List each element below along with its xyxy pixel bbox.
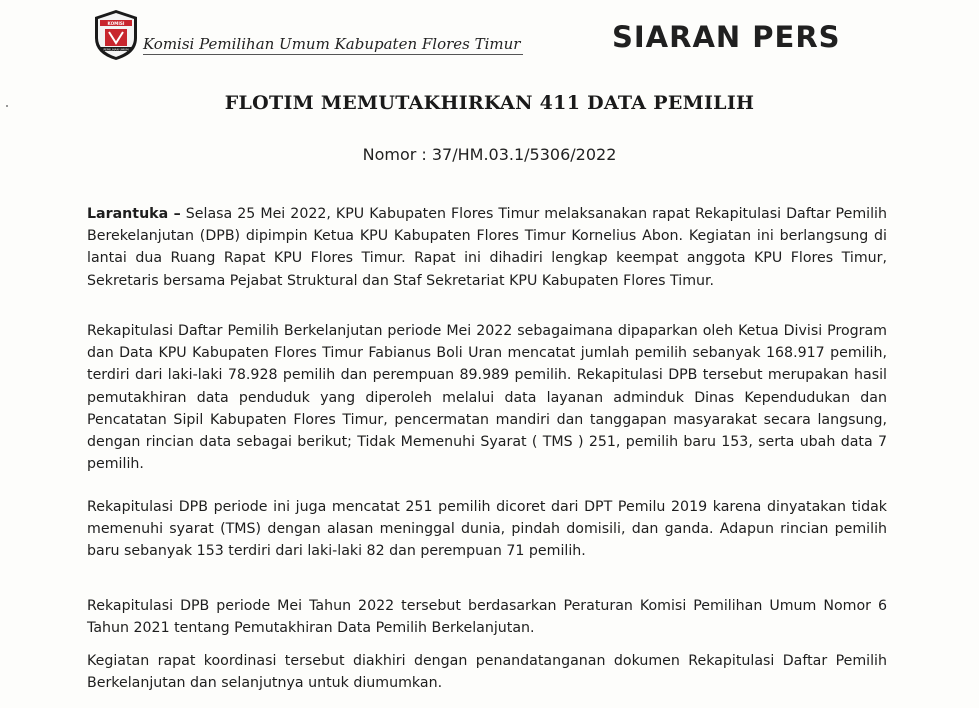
press-release-label: SIARAN PERS — [612, 20, 841, 54]
logo-text-top: KOMISI — [107, 21, 125, 26]
organization-name: Komisi Pemilihan Umum Kabupaten Flores Timur — [143, 35, 521, 53]
logo-text-bottom: PEMILIHAN UMUM — [103, 47, 129, 52]
paragraph-2: Rekapitulasi Daftar Pemilih Berkelanjutan periode Mei 2022 sebagaimana dipaparkan oleh Ketua Divisi Program dan Data KPU Kabupaten Flores Timur Fabianus Boli Uran mencatat jumlah pemilih sebanyak 168.917 pemilih, terdiri dari laki-laki 78.928 pemilih dan perempuan 89.989 pemilih. Rekapitulasi DPB tersebut merupakan hasil pemutakhiran data penduduk yang diperoleh melalui data layanan adminduk Dinas Kependudukan dan Pencatatan Sipil Kabupaten Flores Timur, pencermatan mandiri dan tanggapan masyarakat secara langsung, dengan rincian data sebagai berikut; Tidak Memenuhi Syarat ( TMS ) 251, pemilih baru 153, serta ubah data 7 pemilih. — [87, 323, 887, 473]
document-number: Nomor : 37/HM.03.1/5306/2022 — [362, 145, 617, 164]
paragraph-5: Kegiatan rapat koordinasi tersebut diakhiri dengan penandatanganan dokumen Rekapitulasi Daftar Pemilih Berkelanjutan dan selanjutnya untuk diumumkan. — [87, 653, 887, 692]
header-divider — [143, 54, 523, 55]
paragraph-3: Rekapitulasi DPB periode ini juga mencatat 251 pemilih dicoret dari DPT Pemilu 2019 karena dinyatakan tidak memenuhi syarat (TMS) dengan alasan meninggal dunia, pindah domisili, dan ganda. Adapun rincian pemilih baru sebanyak 153 terdiri dari laki-laki 82 dan perempuan 71 pemilih. — [87, 499, 887, 560]
paragraph-4: Rekapitulasi DPB periode Mei Tahun 2022 tersebut berdasarkan Peraturan Komisi Pemilihan Umum Nomor 6 Tahun 2021 tentang Pemutakhiran Data Pemilih Berkelanjutan. — [87, 598, 887, 637]
paragraph-1-text: Selasa 25 Mei 2022, KPU Kabupaten Flores Timur melaksanakan rapat Rekapitulasi Daftar Pemilih Berekelanjutan (DPB) dipimpin Ketua KPU Kabupaten Flores Timur Kornelius Abon. Kegiatan ini berlangsung di lantai dua Ruang Rapat KPU Flores Timur. Rapat ini dihadiri lengkap keempat anggota KPU Flores Timur, Sekretaris bersama Pejabat Struktural dan Staf Sekretariat KPU Kabupaten Flores Timur. — [87, 206, 887, 289]
paragraph-1 — [87, 203, 887, 292]
scan-speck — [6, 105, 8, 107]
dateline: Larantuka – — [87, 206, 181, 222]
document-title: FLOTIM MEMUTAKHIRKAN 411 DATA PEMILIH — [224, 92, 755, 114]
kpu-emblem-icon — [92, 8, 140, 62]
